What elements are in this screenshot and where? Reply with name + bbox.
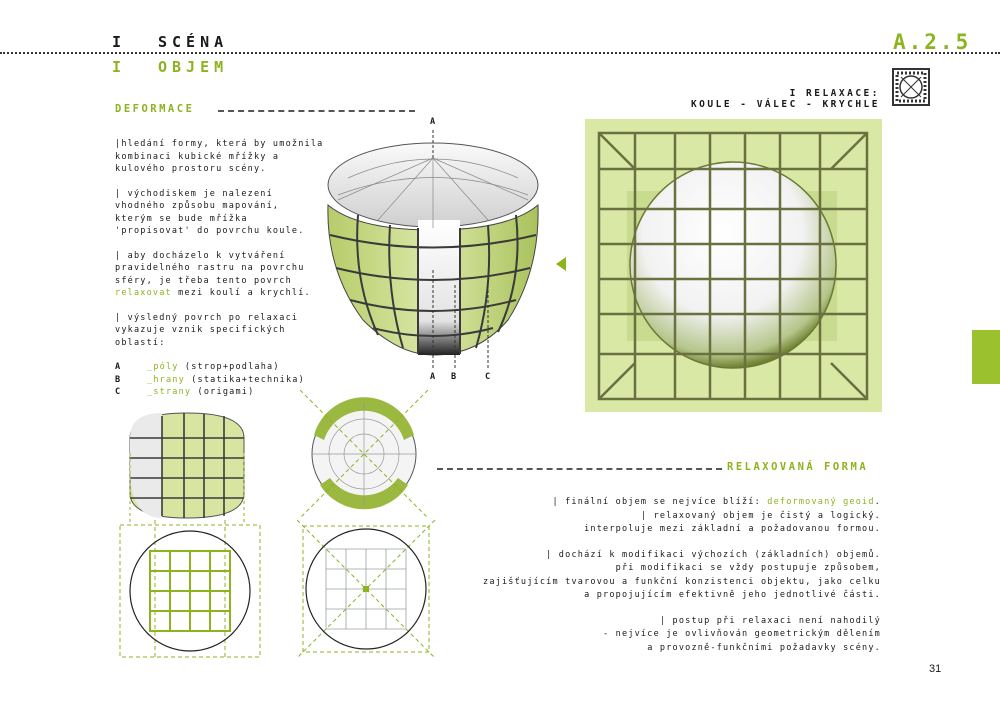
p3-line: sféry, je třeba tento povrch <box>115 275 292 286</box>
p2-line: a propojujícím efektivně jeho jednotlivé části. <box>584 590 881 600</box>
relax-caption <box>640 88 880 110</box>
page-number: 31 <box>929 663 942 675</box>
list-highlight: _hrany <box>147 374 185 385</box>
list-letter: C <box>115 387 122 397</box>
p2-line: zajišťujícím tvarovou a funkční konzistenci objektu, jako celku <box>483 576 881 587</box>
front-view-render <box>122 408 252 523</box>
p1-line: kombinaci kubické mřížky a <box>115 151 280 162</box>
relax-rest: mezi koulí a krychlí. <box>171 288 311 298</box>
paragraph-procedure <box>440 615 881 656</box>
list-highlight: _póly <box>147 362 179 372</box>
relaxed-form-text <box>440 496 881 667</box>
label-a-top: A <box>430 117 437 127</box>
list-highlight: _strany <box>147 387 192 397</box>
p4-line: vykazuje vznik specifických oblastí: <box>115 325 286 348</box>
object-label: OBJEM <box>158 58 229 76</box>
list-letter: B <box>115 374 122 385</box>
p1-highlight: deformovaný geoid <box>767 497 875 507</box>
list-rest: (origami) <box>191 387 255 397</box>
header-bullet-1: I <box>112 33 127 51</box>
p1-line: |hledání formy, která by umožnila <box>115 139 324 149</box>
list-item <box>115 361 330 374</box>
arrow-left-icon <box>556 257 568 271</box>
p1-end: . <box>874 497 881 507</box>
list-letter: A <box>115 362 122 372</box>
deformace-text <box>115 138 330 399</box>
header-bullet-2: I <box>112 58 127 76</box>
p2-line: při modifikaci se vždy postupuje způsobem, <box>615 563 881 573</box>
list-item <box>115 374 330 387</box>
p1-text: | finální objem se nejvíce blíží: <box>552 497 768 507</box>
deformed-sphere-render <box>318 120 548 390</box>
p3-line: - nejvíce je ovlivňován geometrickým dělením <box>603 629 881 639</box>
paragraph-modification <box>440 549 881 603</box>
p3-line: | aby docházelo k vytváření <box>115 250 286 261</box>
p2-line: | dochází k modifikaci výchozích (základních) objemů. <box>546 549 881 560</box>
relax-caption-line2: KOULE - VÁLEC - KRYCHLE <box>690 99 880 110</box>
p3-line: | postup při relaxaci není nahodilý <box>659 615 881 626</box>
deformace-dash <box>218 110 415 112</box>
relax-highlight: relaxovat <box>115 288 172 298</box>
top-view-render <box>300 390 428 518</box>
p1-line: interpoluje mezi základní a požadovanou formou. <box>584 524 881 534</box>
paragraph-final-volume <box>440 496 881 537</box>
sphere-cage-render <box>585 119 882 412</box>
p2-line: vhodného způsobu mapování, <box>115 201 280 211</box>
plan-grid-diagram-2 <box>297 520 437 660</box>
p3-line: pravidelného rastru na povrchu <box>115 263 305 273</box>
paragraph-2 <box>115 188 330 238</box>
relaxation-icon <box>892 68 930 106</box>
regions-list <box>115 361 330 399</box>
paragraph-3 <box>115 250 330 300</box>
paragraph-4 <box>115 312 330 350</box>
page-code: A.2.5 <box>893 30 972 54</box>
p1-line: kulového prostoru scény. <box>115 164 267 174</box>
section-title-deformace: DEFORMACE <box>115 103 195 115</box>
p2-line: 'propisovat' do povrchu koule. <box>115 226 305 236</box>
list-rest: (strop+podlaha) <box>178 362 280 372</box>
relaxed-form-dash <box>437 468 722 470</box>
p2-line: kterým se bude mřížka <box>115 213 248 224</box>
p1-line: | relaxovaný objem je čistý a logický. <box>640 510 881 521</box>
list-item <box>115 386 330 399</box>
label-c-bottom: C <box>485 372 492 382</box>
label-a-bottom: A <box>430 372 437 382</box>
p3-line: a provozně-funkčními požadavky scény. <box>647 642 881 653</box>
relax-caption-line1: I RELAXACE: <box>789 88 880 99</box>
p4-line: | výsledný povrch po relaxaci <box>115 312 299 323</box>
scene-label: SCÉNA <box>158 33 229 51</box>
label-b-bottom: B <box>451 372 458 382</box>
list-rest: (statika+technika) <box>184 374 305 385</box>
plan-grid-diagram-1 <box>115 520 265 660</box>
header-divider <box>0 52 1000 54</box>
chapter-tab <box>972 330 1000 384</box>
section-title-relaxovana-forma: RELAXOVANÁ FORMA <box>727 461 869 473</box>
paragraph-1 <box>115 138 330 176</box>
p2-line: | východiskem je nalezení <box>115 188 273 199</box>
